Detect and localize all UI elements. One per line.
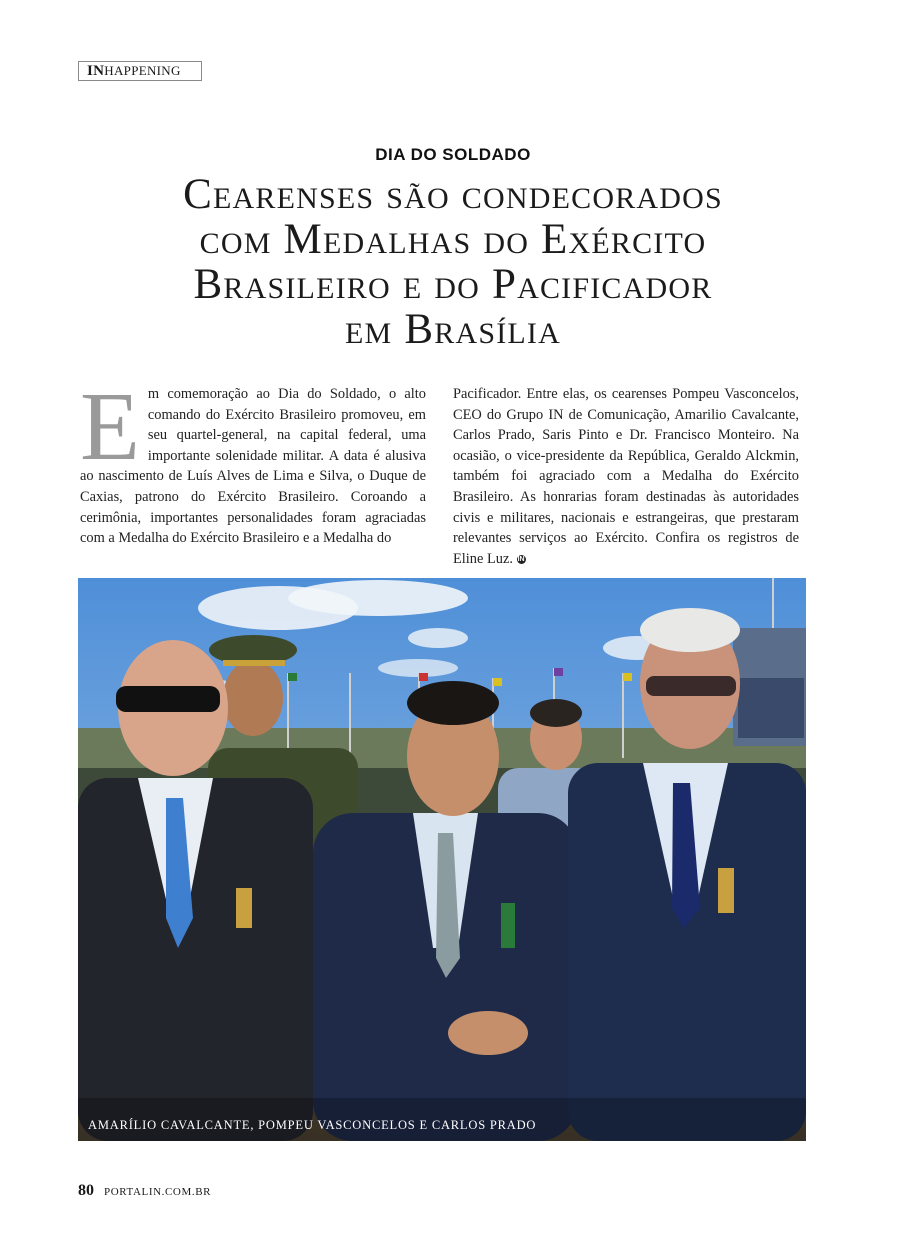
section-brand: IN [87,62,105,79]
article-headline [60,172,846,352]
section-label: HAPPENING [104,63,181,78]
article-column-2 [453,384,799,569]
headline-line: em Brasília [345,306,561,353]
site-url: PORTALIN.COM.BR [104,1186,212,1198]
article-column-1 [80,373,426,549]
headline-line: Brasileiro e do Pacificador [193,261,713,308]
end-mark-icon: IN [517,555,525,563]
section-tag [78,61,202,81]
page-footer [78,1182,211,1200]
column-1-text: m comemoração ao Dia do Soldado, o alto comando do Exército Brasileiro promoveu, em seu quartel-general, na capital federal, uma importante solenidade militar. A data é alusiva ao nascimento de Luís Alves de Lima e Silva, o Duque de Caxias, patrono do Exército Brasileiro. Coroando a cerimônia, importantes personalidades foram agraciadas com a Medalha do Exército Brasileiro e a Medalha do [80,386,426,547]
photo-caption: AMARÍLIO CAVALCANTE, POMPEU VASCONCELOS E CARLOS PRADO [88,1118,537,1132]
headline-line: Cearenses são condecorados [183,171,723,218]
headline-line: com Medalhas do Exército [199,216,707,263]
article-body [80,373,806,567]
photo-illustration [78,578,806,1141]
page-number: 80 [78,1182,94,1199]
drop-cap: E [80,373,140,481]
column-2-text: Pacificador. Entre elas, os cearenses Pompeu Vasconcelos, CEO do Grupo IN de Comunicação, Amarilio Cavalcante, Carlos Prado, Saris Pinto e Dr. Francisco Monteiro. Na ocasião, o vice-presidente da República, Geraldo Alckmin, também foi agraciado com a Medalha do Exército Brasileiro. As honrarias foram destinadas às autoridades civis e militares, nacionais e estrangeiras, que prestaram relevantes serviços ao Exército. Confira os registros de Eline Luz. [453,386,799,567]
article-photo [78,578,806,1141]
article-kicker: DIA DO SOLDADO [375,145,531,164]
